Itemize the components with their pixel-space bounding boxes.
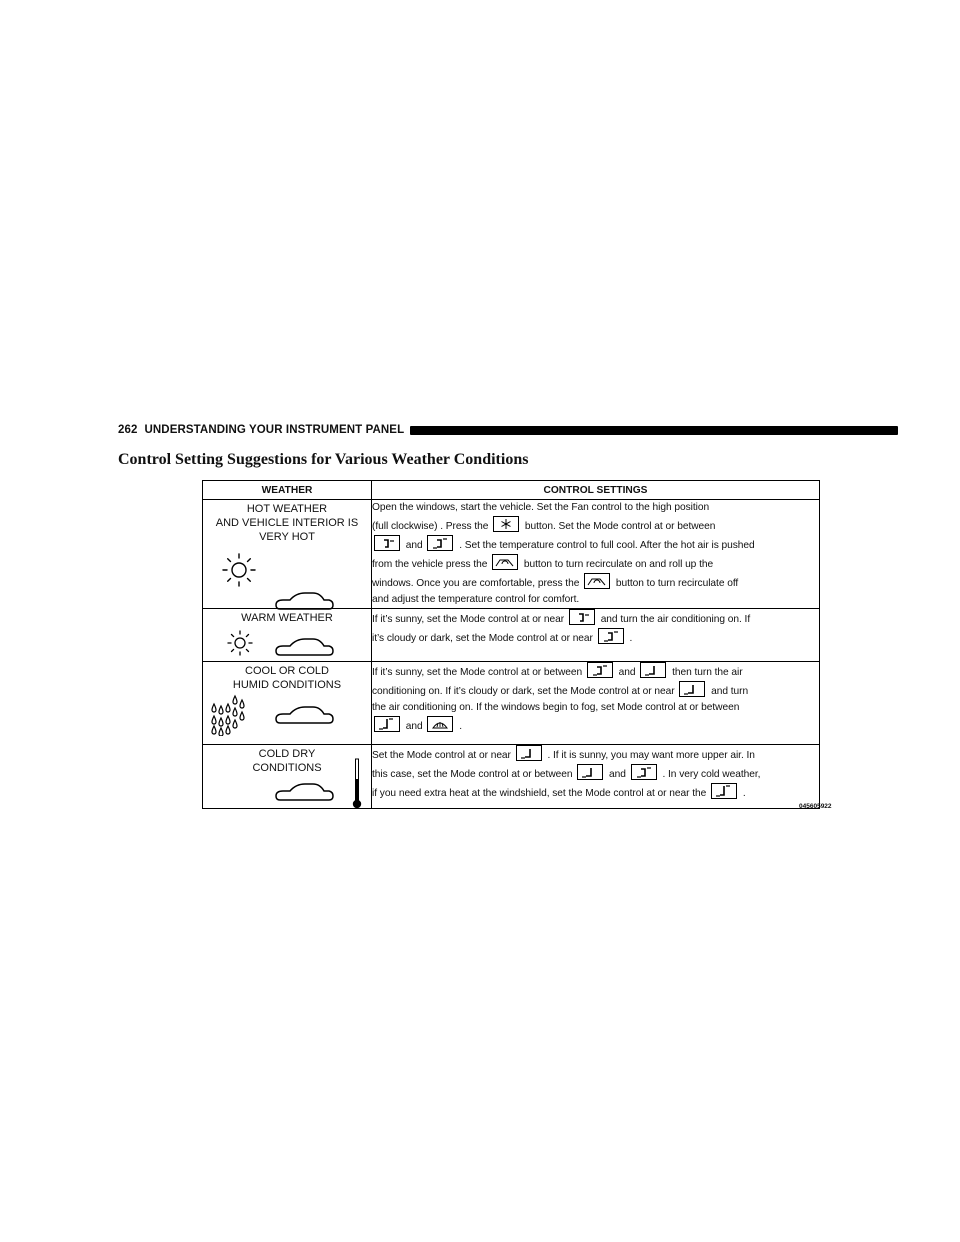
raindrops-icon [209,694,249,736]
settings-text: . In very cold weather, [662,769,761,780]
floor-mode-icon [577,764,603,780]
settings-text: . If it is sunny, you may want more upper air. In [547,750,755,761]
ac-snowflake-icon [493,516,519,532]
settings-text: . [629,633,633,644]
settings-text: and [618,667,636,678]
page-header [118,423,898,437]
mix-mode-icon [374,716,400,732]
settings-text: it’s cloudy or dark, set the Mode control at or near [372,633,593,644]
weather-cell [203,500,372,609]
floor-mode-icon [516,745,542,761]
car-icon [273,636,335,660]
weather-cell [203,662,372,745]
page-title: Control Setting Suggestions for Various Weather Conditions [118,451,529,468]
settings-text: and turn the air conditioning on. If [600,614,751,625]
settings-text: . [459,721,462,732]
sun-icon [225,628,255,658]
weather-label: WARM WEATHER [241,612,333,624]
table-row [203,662,820,745]
settings-text: then turn the air [672,667,743,678]
settings-text: from the vehicle press the [372,559,488,570]
bilevel-mode-icon [427,535,453,551]
settings-text: button to turn recirculate off [615,578,739,589]
settings-text: the air conditioning on. If the windows begin to fog, set Mode control at or between [372,702,740,713]
weather-label: COLD DRY CONDITIONS [252,748,322,774]
settings-text: . Set the temperature control to full cool. After the hot air is pushed [459,540,755,551]
recirculate-icon [584,573,610,589]
panel-mode-icon [374,535,400,551]
settings-text: and [405,540,423,551]
car-icon [273,781,335,805]
settings-text: (full clockwise) . Press the [372,521,489,532]
sun-icon [219,550,259,590]
mix-mode-icon [711,783,737,799]
header-rule [410,426,898,435]
settings-text: if you need extra heat at the windshield, set the Mode control at or near the [372,788,707,799]
figure-code: 045605922 [799,803,832,810]
settings-cell [372,662,820,745]
bilevel-mode-icon [631,764,657,780]
settings-cell [372,609,820,662]
panel-mode-icon [569,609,595,625]
settings-text: conditioning on. If it’s cloudy or dark, set the Mode control at or near [372,686,675,697]
defrost-icon [427,716,453,732]
bilevel-mode-icon [598,628,624,644]
settings-text: Open the windows, start the vehicle. Set the Fan control to the high position [372,502,710,513]
column-header-weather: WEATHER [203,481,372,500]
settings-text: button to [523,559,564,570]
settings-cell [372,500,820,609]
weather-cell [203,609,372,662]
settings-text: and [609,769,626,780]
settings-text: and adjust the temperature control for comfort. [372,594,580,605]
thermometer-icon [351,757,363,811]
bilevel-mode-icon [587,662,613,678]
column-header-control-settings: CONTROL SETTINGS [372,481,820,500]
table-header-row [203,481,820,500]
settings-text: button. Set the Mode control at or between [524,521,716,532]
settings-text: . [742,788,746,799]
table-row [203,500,820,609]
settings-text: and turn [711,686,749,697]
settings-text: Set the Mode control at or near [372,750,511,761]
settings-cell [372,745,820,809]
recirculate-icon [492,554,518,570]
settings-text: and [405,721,423,732]
settings-text: windows. Once you are comfortable, press the [372,578,580,589]
floor-mode-icon [679,681,705,697]
car-icon [273,704,335,728]
floor-mode-icon [640,662,666,678]
table-row [203,745,820,809]
weather-label: HOT WEATHER AND VEHICLE INTERIOR IS VERY HOT [215,503,359,543]
weather-settings-table [202,480,820,809]
settings-text: turn recirculate on and roll up the [565,559,714,570]
settings-text: this case, set the Mode control at or between [372,769,573,780]
settings-text: If it’s sunny, set the Mode control at or between [372,667,583,678]
section-title: UNDERSTANDING YOUR INSTRUMENT PANEL [144,424,405,436]
weather-label: COOL OR COLD HUMID CONDITIONS [232,665,342,691]
table-row [203,609,820,662]
weather-cell [203,745,372,809]
page-number: 262 [118,424,138,436]
settings-text: If it’s sunny, set the Mode control at or near [372,614,565,625]
